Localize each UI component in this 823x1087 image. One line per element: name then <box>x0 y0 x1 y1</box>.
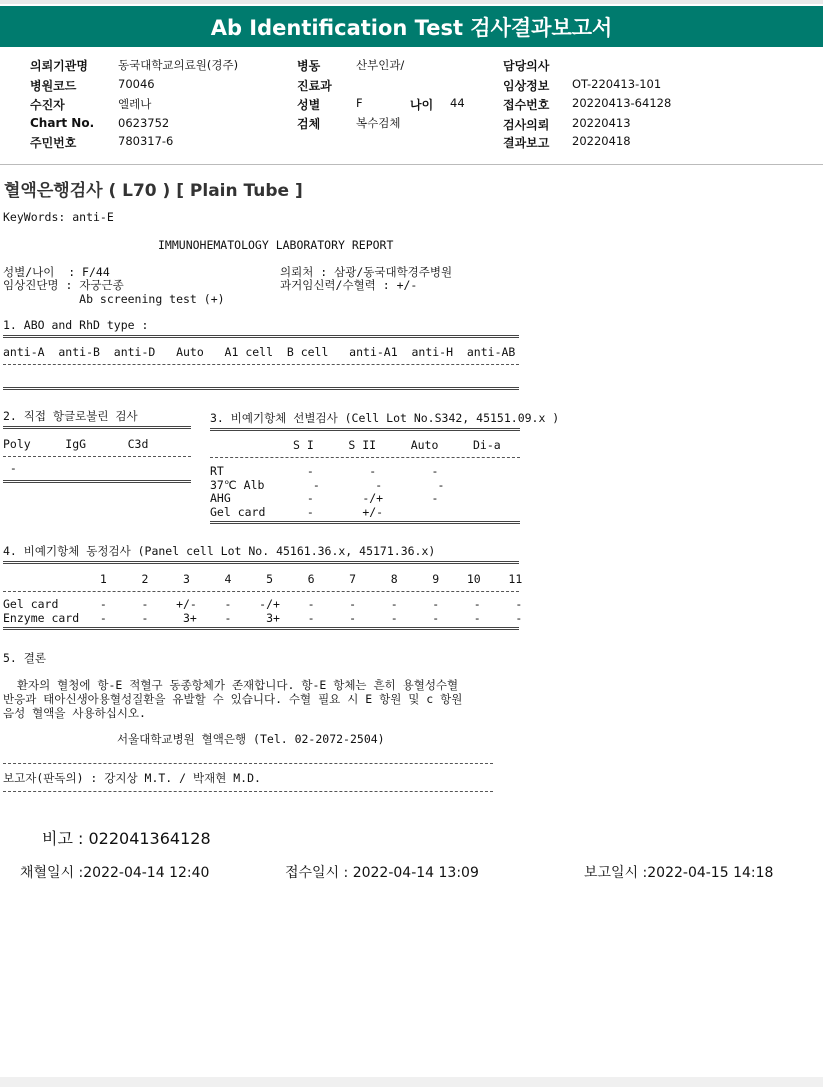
report-label: 결과보고 <box>503 136 550 150</box>
org-label: 의뢰기관명 <box>30 59 88 73</box>
receipt-label: 접수번호 <box>503 98 550 112</box>
doctor-label: 담당의사 <box>503 59 550 73</box>
referral: 의뢰처 : 삼광/동국대학경주병원 <box>280 265 453 279</box>
divider <box>3 591 519 592</box>
diagnosis-note: Ab screening test (+) <box>3 292 225 306</box>
s2-headers: Poly IgG C3d <box>3 437 149 451</box>
report-title: Ab Identification Test 검사결과보고서 <box>210 15 613 40</box>
ward-label: 병동 <box>297 59 321 73</box>
code-value: 70046 <box>118 77 155 91</box>
receipt-value: 20220413-64128 <box>572 96 672 110</box>
s4-row: Enzyme card - - 3+ - 3+ - - - - - - <box>3 611 523 625</box>
s2-values: - <box>3 461 17 475</box>
section-title: 혈액은행검사 ( L70 ) [ Plain Tube ] <box>4 181 303 201</box>
divider <box>3 561 519 564</box>
specimen-label: 검체 <box>297 117 321 131</box>
chart-label: Chart No. <box>30 116 95 130</box>
divider <box>3 480 191 483</box>
code-label: 병원코드 <box>30 79 77 93</box>
reporter-line: 보고자(판독의) : 강지상 M.T. / 박재현 M.D. <box>3 771 261 785</box>
s3-row: 37℃ Alb - - - <box>210 478 445 492</box>
lab-title: IMMUNOHEMATOLOGY LABORATORY REPORT <box>158 238 394 252</box>
clinical-value: OT-220413-101 <box>572 77 662 91</box>
sex-label: 성별 <box>297 98 321 112</box>
s3-row: Gel card - +/- <box>210 505 384 519</box>
s1-title: 1. ABO and RhD type : <box>3 318 149 332</box>
divider <box>210 428 520 431</box>
s3-headers: S I S II Auto Di-a <box>293 438 501 452</box>
s5-title: 5. 결론 <box>3 651 46 665</box>
specimen-value: 복수검체 <box>356 116 401 130</box>
divider <box>3 426 191 429</box>
divider <box>3 791 493 792</box>
sex-age: 성별/나이 : F/44 <box>3 265 110 279</box>
s4-title: 4. 비예기항체 동정검사 (Panel cell Lot No. 45161.36.x, 45171.36.x) <box>3 544 436 558</box>
sex-value: F <box>356 96 363 110</box>
s2-title: 2. 직접 항글로불린 검사 <box>3 409 138 423</box>
reported-time: 보고일시 :2022-04-15 14:18 <box>584 865 774 881</box>
s3-row: AHG - -/+ - <box>210 491 439 505</box>
request-value: 20220413 <box>572 116 631 130</box>
divider <box>3 335 519 338</box>
conclusion-line: 반응과 태아신생아용혈성질환을 유발할 수 있습니다. 수혈 필요 시 E 항원 및 c 항원 <box>3 692 463 706</box>
divider <box>3 627 519 630</box>
history: 과거임신력/수혈력 : +/- <box>280 278 418 292</box>
remark: 비고 : 022041364128 <box>42 829 211 848</box>
received-time: 접수일시 : 2022-04-14 13:09 <box>285 865 479 881</box>
s1-headers: anti-A anti-B anti-D Auto A1 cell B cell anti-A1 anti-H anti-AB <box>3 345 516 359</box>
diagnosis: 임상진단명 : 자궁근종 <box>3 278 124 292</box>
bottom-border <box>0 1077 823 1087</box>
divider <box>210 521 520 524</box>
age-value: 44 <box>450 96 465 110</box>
divider <box>3 456 191 457</box>
patient-label: 수진자 <box>30 98 65 112</box>
org-value: 동국대학교의료원(경주) <box>118 58 239 72</box>
divider <box>3 387 519 390</box>
report-value: 20220418 <box>572 134 631 148</box>
ward-value: 산부인과/ <box>356 58 405 72</box>
s4-headers: 1 2 3 4 5 6 7 8 9 10 11 <box>3 572 523 586</box>
collected-time: 채혈일시 :2022-04-14 12:40 <box>20 865 210 881</box>
conclusion-line: 환자의 혈청에 항-E 적혈구 동종항체가 존재합니다. 항-E 항체는 흔히 용혈성수혈 <box>3 678 459 692</box>
divider <box>210 457 520 458</box>
keywords: KeyWords: anti-E <box>3 210 114 224</box>
s3-title: 3. 비예기항체 선별검사 (Cell Lot No.S342, 45151.09.x ) <box>210 411 560 425</box>
info-block <box>0 0 823 160</box>
info-divider <box>0 164 823 165</box>
rrn-label: 주민번호 <box>30 136 77 150</box>
clinical-label: 임상정보 <box>503 79 550 93</box>
dept-label: 진료과 <box>297 79 332 93</box>
patient-value: 엘레나 <box>118 97 152 111</box>
s3-row: RT - - - <box>210 464 439 478</box>
divider <box>3 364 519 365</box>
age-label: 나이 <box>410 98 434 112</box>
request-label: 검사의뢰 <box>503 118 550 132</box>
divider <box>3 763 493 764</box>
rrn-value: 780317-6 <box>118 134 174 148</box>
conclusion-line: 음성 혈액을 사용하십시오. <box>3 706 146 720</box>
s4-row: Gel card - - +/- - -/+ - - - - - - <box>3 597 523 611</box>
hospital-line: 서울대학교병원 혈액은행 (Tel. 02-2072-2504) <box>117 732 385 746</box>
chart-value: 0623752 <box>118 116 170 130</box>
